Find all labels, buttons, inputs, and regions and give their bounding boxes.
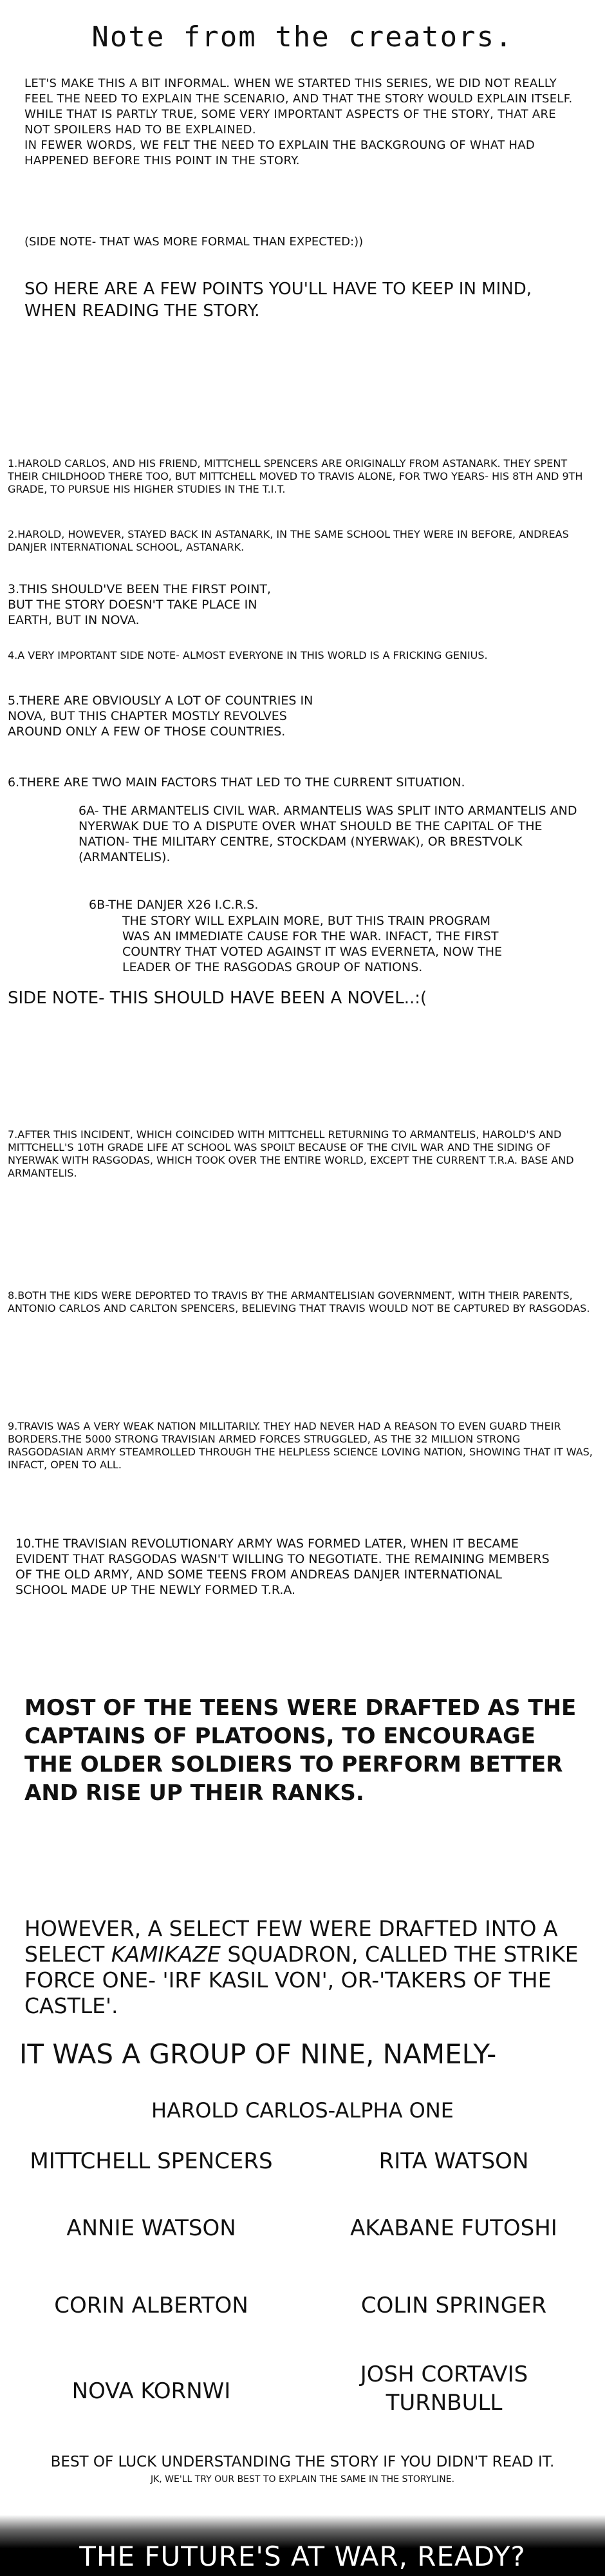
intro-paragraph-1: LET'S MAKE THIS A BIT INFORMAL. WHEN WE STARTED THIS SERIES, WE DID NOT REALLY FEEL THE NEED TO EXPLAIN THE SCENARIO, AND THAT THE STORY WOULD EXPLAIN ITSELF. WHILE THAT IS PARTLY TRUE, SOME VERY IMPORTANT ASPECTS OF THE STORY, THAT ARE NOT SPOILERS HAD TO BE EXPLAINED. (24, 77, 573, 137)
point-5: 5.THERE ARE OBVIOUSLY A LOT OF COUNTRIES IN NOVA, BUT THIS CHAPTER MOSTLY REVOLVES AROUND ONLY A FEW OF THOSE COUNTRIES. (8, 694, 313, 739)
point-3: 3.THIS SHOULD'VE BEEN THE FIRST POINT, BUT THE STORY DOESN'T TAKE PLACE IN EARTH, BUT IN NOVA. (8, 582, 271, 627)
side-note-formal: (SIDE NOTE- THAT WAS MORE FORMAL THAN EXPECTED:)) (24, 235, 364, 249)
member-mittchell-spencers: MITTCHELL SPENCERS (30, 2148, 273, 2174)
member-annie-watson: ANNIE WATSON (66, 2215, 236, 2241)
member-corin-alberton: CORIN ALBERTON (54, 2293, 248, 2318)
drafted-text: MOST OF THE TEENS WERE DRAFTED AS THE CAPTAINS OF PLATOONS, TO ENCOURAGE THE OLDER SOLDIERS TO PERFORM BETTER AND RISE UP THEIR RANKS. (24, 1695, 577, 1806)
point-8: 8.BOTH THE KIDS WERE DEPORTED TO TRAVIS BY THE ARMANTELISIAN GOVERNMENT, WITH THEIR PARENTS, ANTONIO CARLOS AND CARLTON SPENCERS, BELIEVING THAT TRAVIS WOULD NOT BE CAPTURED BY RASGODAS. (8, 1289, 590, 1314)
member-akabane-futoshi: AKABANE FUTOSHI (350, 2215, 557, 2241)
point-2: 2.HAROLD, HOWEVER, STAYED BACK IN ASTANARK, IN THE SAME SCHOOL THEY WERE IN BEFORE, ANDREAS DANJER INTERNATIONAL SCHOOL, ASTANARK. (8, 528, 569, 553)
select-text-after: SQUADRON, CALLED THE STRIKE FORCE ONE- 'IRF KASIL VON', OR-'TAKERS OF THE CASTLE'. (24, 1942, 579, 2018)
point-6: 6.THERE ARE TWO MAIN FACTORS THAT LED TO THE CURRENT SITUATION. (8, 775, 465, 790)
intro-paragraph-2: IN FEWER WORDS, WE FELT THE NEED TO EXPLAIN THE BACKGROUNG OF WHAT HAD HAPPENED BEFORE THIS POINT IN THE STORY. (24, 138, 535, 167)
member-colin-springer: COLIN SPRINGER (360, 2293, 547, 2318)
side-note-novel: SIDE NOTE- THIS SHOULD HAVE BEEN A NOVEL..:( (8, 989, 427, 1008)
member-alpha-one: HAROLD CARLOS-ALPHA ONE (151, 2098, 454, 2123)
best-luck-text: BEST OF LUCK UNDERSTANDING THE STORY IF YOU DIDN'T READ IT. (50, 2454, 555, 2470)
select-text-before: HOWEVER, A SELECT FEW WERE DRAFTED INTO A SELECT (24, 1916, 558, 1967)
kamikaze-word: KAMIKAZE (111, 1942, 221, 1967)
point-4: 4.A VERY IMPORTANT SIDE NOTE- ALMOST EVERYONE IN THIS WORLD IS A FRICKING GENIUS. (8, 649, 488, 661)
point-6b-heading: 6B-THE DANJER X26 I.C.R.S. (89, 898, 259, 912)
member-josh-cortavis-turnbull: JOSH CORTAVIS TURNBULL (360, 2362, 528, 2416)
lead-text: SO HERE ARE A FEW POINTS YOU'LL HAVE TO KEEP IN MIND, WHEN READING THE STORY. (24, 279, 532, 321)
select-squadron-text (24, 1916, 591, 2019)
point-7: 7.AFTER THIS INCIDENT, WHICH COINCIDED WITH MITTCHELL RETURNING TO ARMANTELIS, HAROLD'S AND MITTCHELL'S 10TH GRADE LIFE AT SCHOOL WAS SPOILT BECAUSE OF THE CIVIL WAR AND THE SIDING OF NYERWAK WITH RASGODAS, WHICH TOOK OVER THE ENTIRE WORLD, EXCEPT THE CURRENT T.R.A. BASE AND ARMANTELIS. (8, 1128, 574, 1179)
page-title: Note from the creators. (91, 21, 514, 53)
point-10: 10.THE TRAVISIAN REVOLUTIONARY ARMY WAS FORMED LATER, WHEN IT BECAME EVIDENT THAT RASGODAS WASN'T WILLING TO NEGOTIATE. THE REMAINING MEMBERS OF THE OLD ARMY, AND SOME TEENS FROM ANDREAS DANJER INTERNATIONAL SCHOOL MADE UP THE NEWLY FORMED T.R.A. (15, 1537, 550, 1597)
group-heading: IT WAS A GROUP OF NINE, NAMELY- (19, 2038, 497, 2070)
point-9: 9.TRAVIS WAS A VERY WEAK NATION MILLITARILY. THEY HAD NEVER HAD A REASON TO EVEN GUARD THEIR BORDERS.THE 5000 STRONG TRAVISIAN ARMED FORCES STRUGGLED, AS THE 32 MILLION STRONG RASGODASIAN ARMY STEAMROLLED THROUGH THE HELPLESS SCIENCE LOVING NATION, SHOWING THAT IT WAS, INFACT, OPEN TO ALL. (8, 1420, 593, 1471)
point-6b-body: THE STORY WILL EXPLAIN MORE, BUT THIS TRAIN PROGRAM WAS AN IMMEDIATE CAUSE FOR THE WAR. INFACT, THE FIRST COUNTRY THAT VOTED AGAINST IT WAS EVERNETA, NOW THE LEADER OF THE RASGODAS GROUP OF NATIONS. (122, 914, 503, 974)
point-6a: 6A- THE ARMANTELIS CIVIL WAR. ARMANTELIS WAS SPLIT INTO ARMANTELIS AND NYERWAK DUE TO A DISPUTE OVER WHAT SHOULD BE THE CAPITAL OF THE NATION- THE MILITARY CENTRE, STOCKDAM (NYERWAK), OR BRESTVOLK (ARMANTELIS). (79, 804, 577, 864)
point-1: 1.HAROLD CARLOS, AND HIS FRIEND, MITTCHELL SPENCERS ARE ORIGINALLY FROM ASTANARK. THEY SPENT THEIR CHILDHOOD THERE TOO, BUT MITTCHELL MOVED TO TRAVIS ALONE, FOR TWO YEARS- HIS 8TH AND 9TH GRADE, TO PURSUE HIS HIGHER STUDIES IN THE T.I.T. (8, 457, 583, 495)
member-nova-kornwi: NOVA KORNWI (71, 2378, 231, 2404)
intro-text (24, 76, 584, 169)
footer-tagline: THE FUTURE'S AT WAR, READY? (79, 2541, 526, 2572)
member-rita-watson: RITA WATSON (378, 2148, 529, 2174)
jk-text: JK, WE'LL TRY OUR BEST TO EXPLAIN THE SAME IN THE STORYLINE. (150, 2474, 455, 2485)
